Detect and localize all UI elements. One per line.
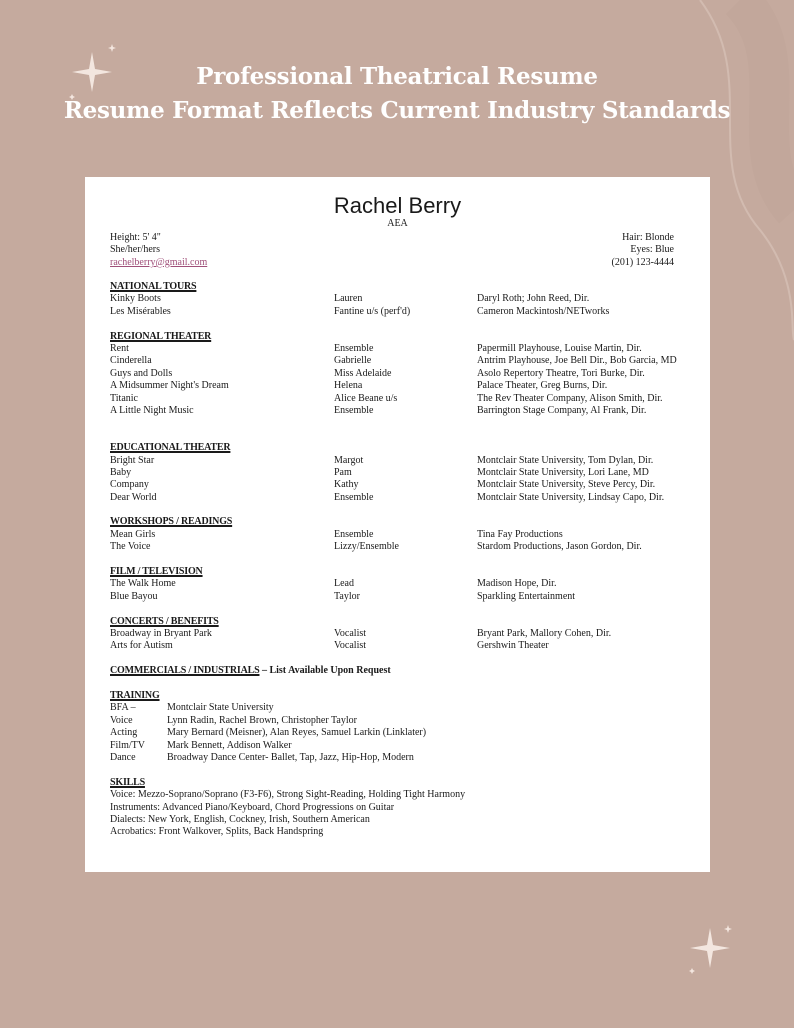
skill-line: Acrobatics: Front Walkover, Splits, Back Handspring xyxy=(110,826,324,838)
role: Kathy xyxy=(334,479,359,491)
section-heading: REGIONAL THEATER xyxy=(110,330,212,342)
resume-document xyxy=(85,177,710,872)
credit-row xyxy=(110,640,700,652)
credits-section xyxy=(110,566,700,603)
training-type: Acting xyxy=(110,727,138,739)
credit-row xyxy=(110,529,700,541)
show-title: A Little Night Music xyxy=(110,404,194,416)
sparkle-icon xyxy=(689,925,732,974)
contact-right xyxy=(612,232,675,269)
company: Sparkling Entertainment xyxy=(477,590,576,602)
company: Bryant Park, Mallory Cohen, Dir. xyxy=(477,628,612,640)
role: Ensemble xyxy=(334,491,374,503)
company: Stardom Productions, Jason Gordon, Dir. xyxy=(477,541,642,553)
role: Ensemble xyxy=(334,342,374,354)
role: Alice Beane u/s xyxy=(334,392,398,404)
training-row xyxy=(110,727,700,739)
resume-body xyxy=(110,281,700,851)
credit-row xyxy=(110,591,700,603)
role: Helena xyxy=(334,380,363,392)
eyes: Eyes: Blue xyxy=(630,244,674,256)
commercials-section xyxy=(110,665,700,677)
skill-line: Voice: Mezzo-Soprano/Soprano (F3-F6), Strong Sight-Reading, Holding Tight Harmony xyxy=(110,789,466,801)
credit-row xyxy=(110,306,700,318)
training-row xyxy=(110,752,700,764)
skills-section xyxy=(110,777,700,839)
skill-line: Dialects: New York, English, Cockney, Irish, Southern American xyxy=(110,813,370,825)
show-title: Kinky Boots xyxy=(110,293,161,305)
credits-section xyxy=(110,331,700,418)
company: Montclair State University, Lori Lane, MD xyxy=(477,466,649,478)
show-title: Baby xyxy=(110,466,132,478)
training-section xyxy=(110,690,700,764)
credit-row xyxy=(110,467,700,479)
role: Margot xyxy=(334,454,364,466)
credit-row xyxy=(110,380,700,392)
training-teachers: Montclair State University xyxy=(167,702,274,714)
section-heading: COMMERCIALS / INDUSTRIALS xyxy=(110,665,260,677)
training-type: Film/TV xyxy=(110,739,146,751)
show-title: Company xyxy=(110,479,149,491)
show-title: Titanic xyxy=(110,392,138,404)
company: Montclair State University, Steve Percy, Dir. xyxy=(477,479,656,491)
training-teachers: Mark Bennett, Addison Walker xyxy=(167,739,292,751)
role: Lauren xyxy=(334,293,363,305)
show-title: Rent xyxy=(110,342,129,354)
section-heading: FILM / TELEVISION xyxy=(110,566,203,578)
show-title: Blue Bayou xyxy=(110,590,158,602)
show-title: The Voice xyxy=(110,541,151,553)
show-title: Broadway in Bryant Park xyxy=(110,628,212,640)
show-title: Guys and Dolls xyxy=(110,367,173,379)
credit-row xyxy=(110,368,700,380)
company: Cameron Mackintosh/NETworks xyxy=(477,305,610,317)
show-title: Mean Girls xyxy=(110,528,156,540)
commercials-note: – List Available Upon Request xyxy=(259,665,391,677)
height: Height: 5' 4" xyxy=(110,232,161,243)
training-teachers: Broadway Dance Center- Ballet, Tap, Jazz, Hip-Hop, Modern xyxy=(167,751,414,763)
company: Gershwin Theater xyxy=(477,640,549,652)
credit-row xyxy=(110,405,700,417)
training-row xyxy=(110,740,700,752)
header-title: Professional Theatrical Resume xyxy=(196,63,598,90)
email-link[interactable]: rachelberry@gmail.com xyxy=(110,256,208,268)
credit-row xyxy=(110,492,700,504)
credit-row xyxy=(110,393,700,405)
credits-section xyxy=(110,616,700,653)
training-type: Voice xyxy=(110,714,133,726)
role: Lead xyxy=(334,578,354,590)
pronouns: She/her/hers xyxy=(110,244,160,256)
role: Lizzy/Ensemble xyxy=(334,541,399,553)
company: The Rev Theater Company, Alison Smith, Dir. xyxy=(477,392,663,404)
hair: Hair: Blonde xyxy=(622,232,674,243)
company: Daryl Roth; John Reed, Dir. xyxy=(477,293,590,305)
section-heading: EDUCATIONAL THEATER xyxy=(110,442,231,454)
company: Papermill Playhouse, Louise Martin, Dir. xyxy=(477,342,642,354)
show-title: Dear World xyxy=(110,491,157,503)
role: Vocalist xyxy=(334,640,367,652)
company: Montclair State University, Tom Dylan, Dir. xyxy=(477,454,654,466)
credit-row xyxy=(110,628,700,640)
section-heading: WORKSHOPS / READINGS xyxy=(110,516,233,528)
training-row xyxy=(110,715,700,727)
training-type: Dance xyxy=(110,751,136,763)
role: Fantine u/s (perf'd) xyxy=(334,305,411,317)
section-heading: CONCERTS / BENEFITS xyxy=(110,615,219,627)
role: Ensemble xyxy=(334,528,374,540)
company: Madison Hope, Dir. xyxy=(477,578,557,590)
credit-row xyxy=(110,455,700,467)
company: Antrim Playhouse, Joe Bell Dir., Bob Garcia, MD xyxy=(477,355,677,367)
show-title: Les Misérables xyxy=(110,305,171,317)
training-teachers: Lynn Radin, Rachel Brown, Christopher Taylor xyxy=(167,714,357,726)
section-heading: SKILLS xyxy=(110,776,145,788)
role: Taylor xyxy=(334,590,360,602)
training-teachers: Mary Bernard (Meisner), Alan Reyes, Samuel Larkin (Linklater) xyxy=(167,727,427,739)
credit-row xyxy=(110,479,700,491)
role: Vocalist xyxy=(334,628,367,640)
union-affiliation: AEA xyxy=(387,218,408,229)
credit-row xyxy=(110,343,700,355)
credit-row xyxy=(110,541,700,553)
company: Barrington Stage Company, Al Frank, Dir. xyxy=(477,404,647,416)
actor-name: Rachel Berry xyxy=(333,193,462,218)
section-heading: NATIONAL TOURS xyxy=(110,281,197,292)
role: Miss Adelaide xyxy=(334,367,392,379)
show-title: The Walk Home xyxy=(110,578,176,590)
contact-left xyxy=(110,232,207,269)
header-subtitle: Resume Format Reflects Current Industry Standards xyxy=(63,97,731,124)
show-title: A Midsummer Night's Dream xyxy=(110,380,229,392)
training-row xyxy=(110,702,700,714)
show-title: Arts for Autism xyxy=(110,640,173,652)
credits-section xyxy=(110,442,700,504)
show-title: Bright Star xyxy=(110,454,155,466)
credits-section xyxy=(110,516,700,553)
credit-row xyxy=(110,578,700,590)
skill-line: Instruments: Advanced Piano/Keyboard, Chord Progressions on Guitar xyxy=(110,801,395,813)
phone: (201) 123-4444 xyxy=(611,256,674,268)
credit-row xyxy=(110,355,700,367)
credits-section xyxy=(110,281,700,318)
page-header xyxy=(0,60,794,128)
company: Tina Fay Productions xyxy=(477,528,563,540)
role: Gabrielle xyxy=(334,355,372,367)
company: Palace Theater, Greg Burns, Dir. xyxy=(477,380,608,392)
role: Pam xyxy=(334,466,352,478)
credit-row xyxy=(110,293,700,305)
role: Ensemble xyxy=(334,404,374,416)
section-heading: TRAINING xyxy=(110,690,160,702)
show-title: Cinderella xyxy=(110,355,152,367)
company: Asolo Repertory Theatre, Tori Burke, Dir. xyxy=(477,367,645,379)
company: Montclair State University, Lindsay Capo, Dir. xyxy=(477,491,665,503)
training-type: BFA – xyxy=(110,702,136,714)
